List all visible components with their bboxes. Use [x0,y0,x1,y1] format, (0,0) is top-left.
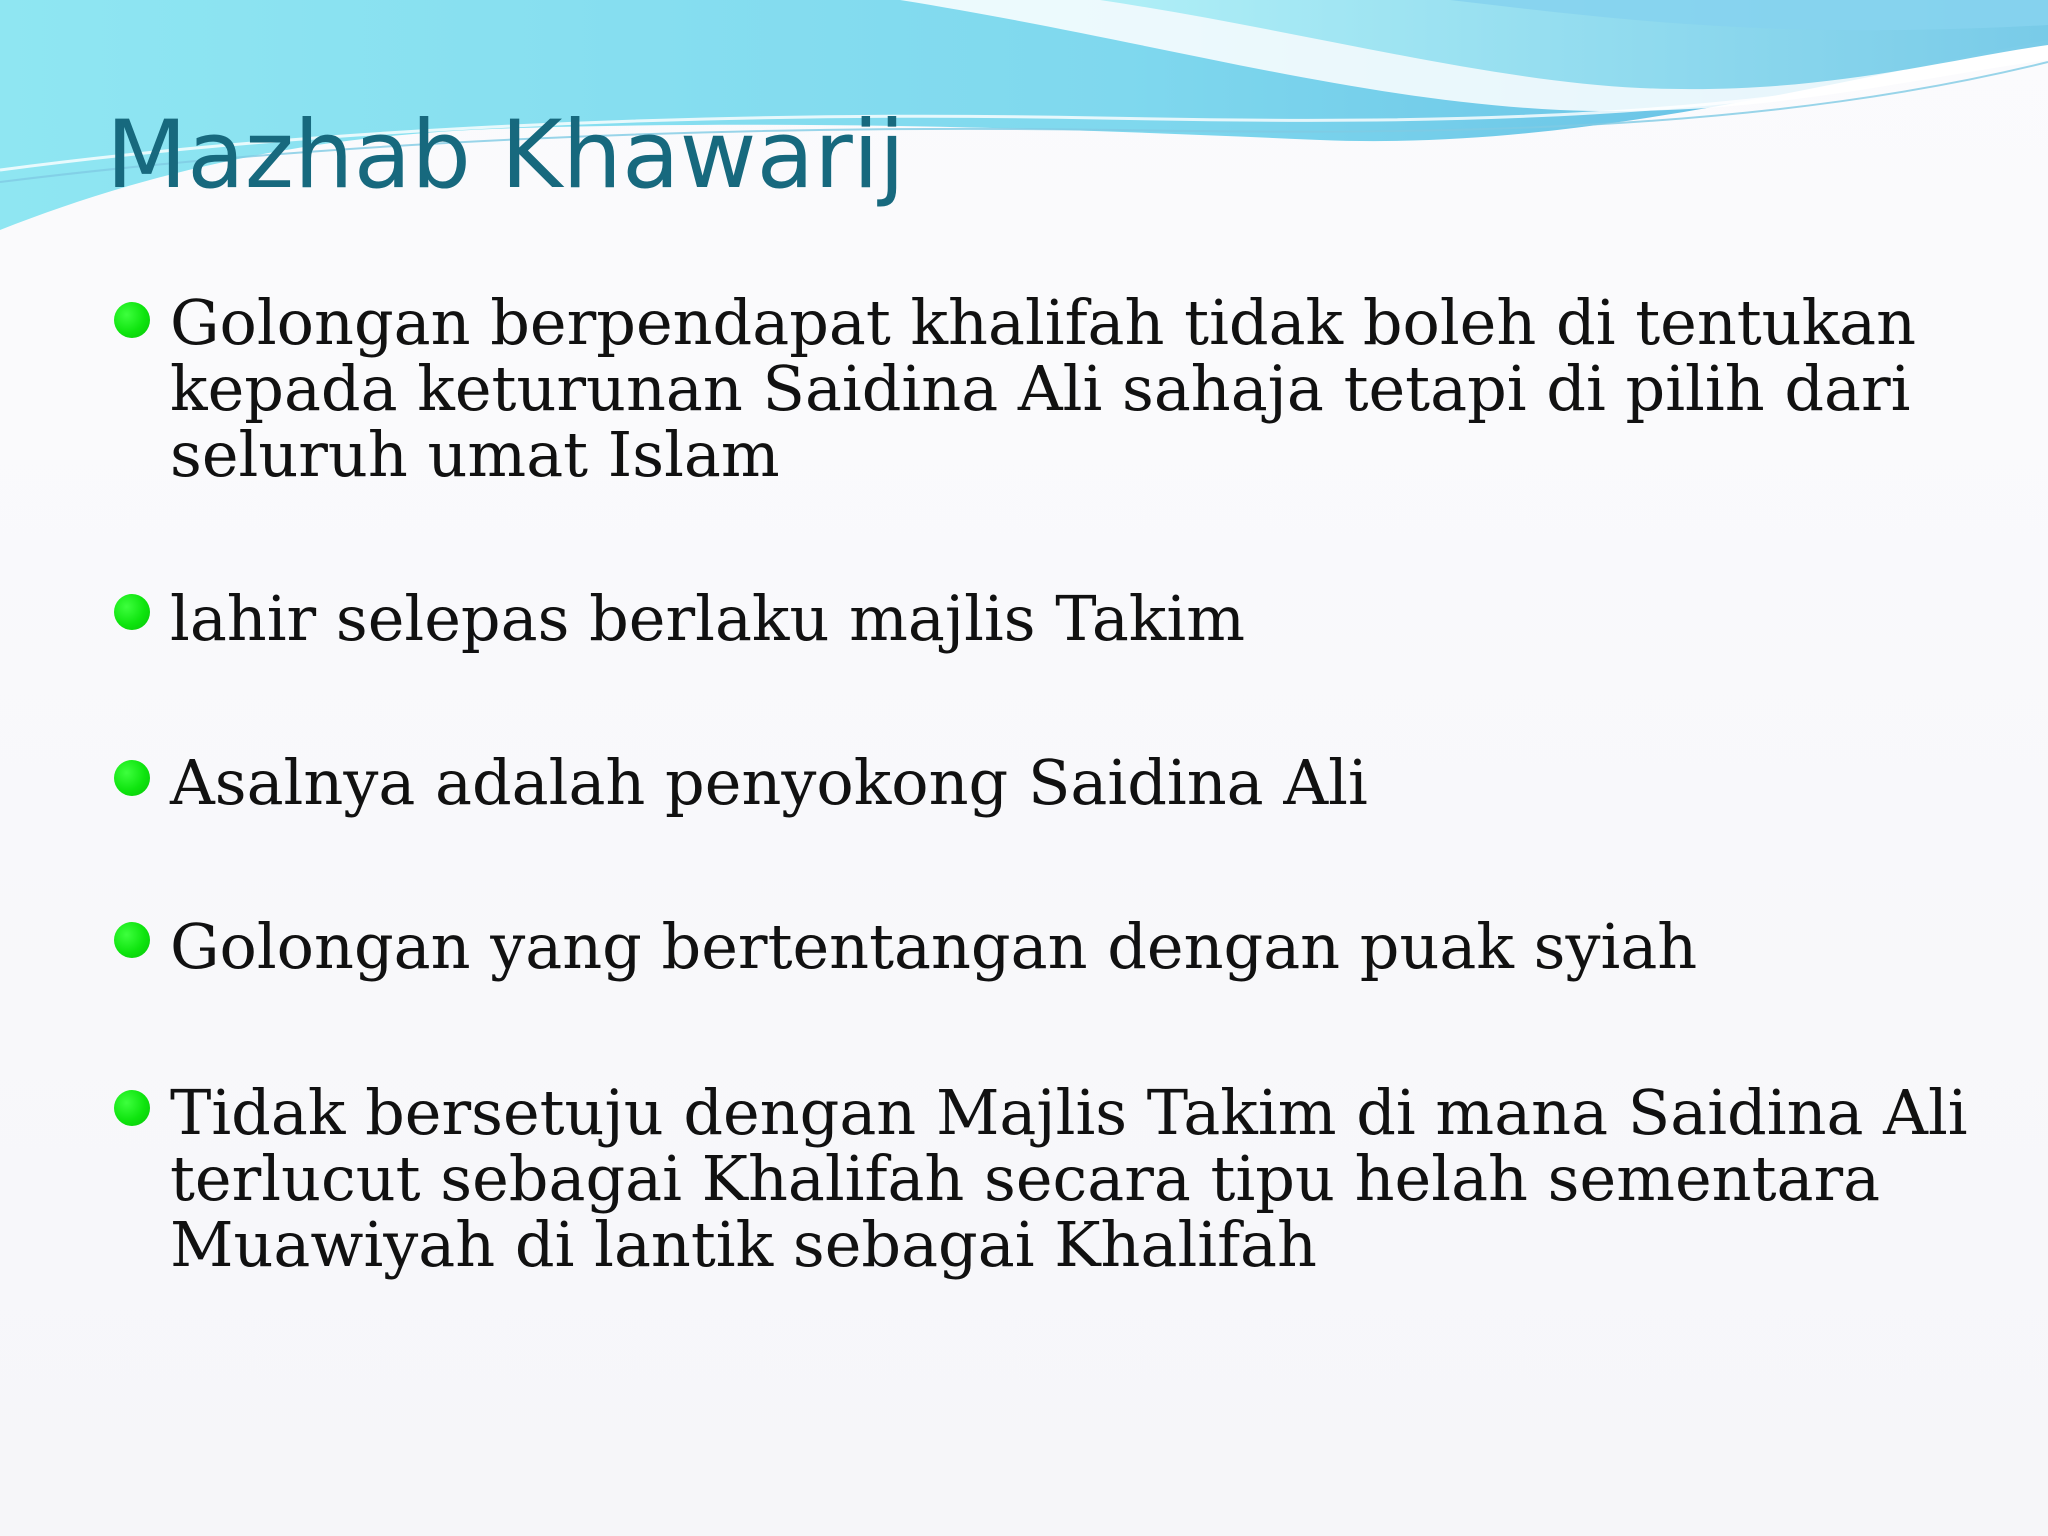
bullet-dot-icon [114,594,150,630]
slide-title: Mazhab Khawarij [106,101,905,210]
bullet-dot-icon [114,760,150,796]
bullet-text: Golongan yang bertentangan dengan puak syiah [170,910,1698,983]
bullet-text: Asalnya adalah penyokong Saidina Ali [170,746,1368,819]
bullet-dot-icon [114,302,150,338]
bullet-text: lahir selepas berlaku majlis Takim [170,582,1245,655]
bullet-dot-icon [114,1090,150,1126]
bullet-dot-icon [114,922,150,958]
bullet-text: Golongan berpendapat khalifah tidak boleh di tentukan kepada keturunan Saidina Ali sahaja tetapi di pilih dari seluruh umat Islam [170,286,1917,491]
bullet-text: Tidak bersetuju dengan Majlis Takim di mana Saidina Ali terlucut sebagai Khalifah secara tipu helah sementara Muawiyah di lantik sebagai Khalifah [170,1076,1968,1281]
